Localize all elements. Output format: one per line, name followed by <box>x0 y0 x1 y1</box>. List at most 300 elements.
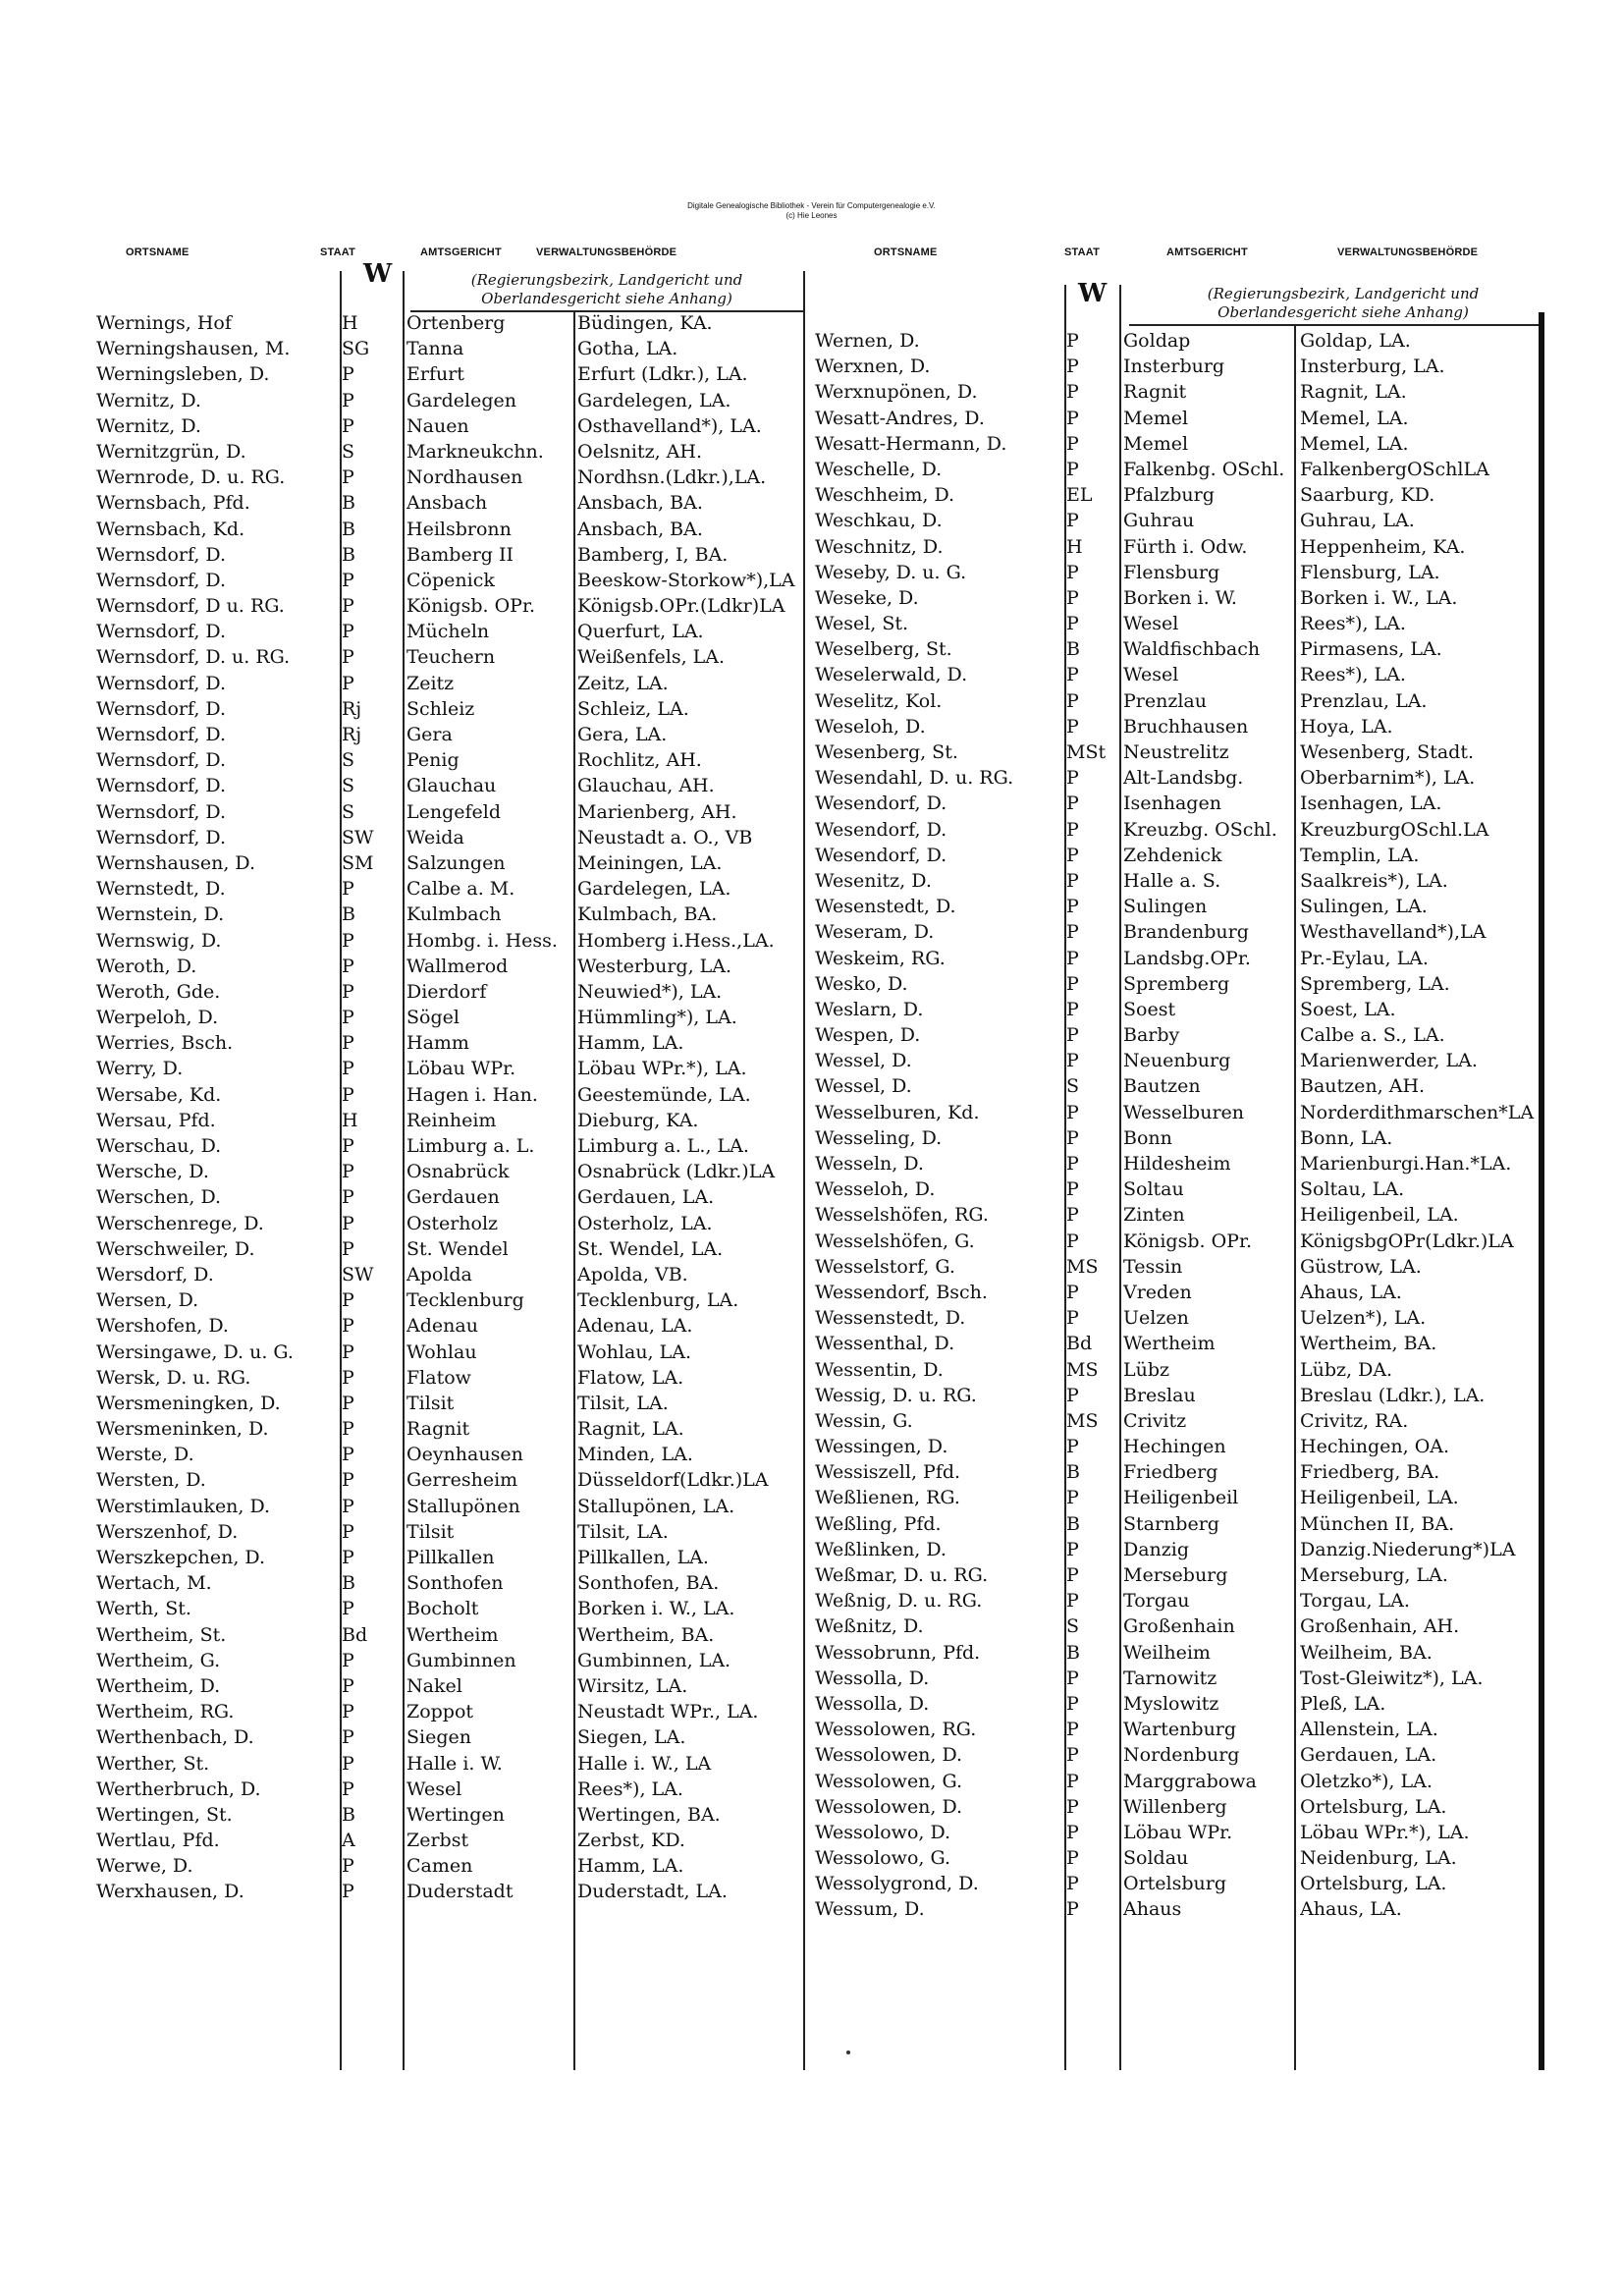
ortsname-cell: Wersen, D. <box>96 1289 199 1312</box>
table-row <box>96 1699 803 1724</box>
table-row <box>815 1305 1546 1331</box>
ortsname-cell: Wershofen, D. <box>96 1315 229 1338</box>
amtsgericht-cell: Myslowitz <box>1123 1692 1219 1715</box>
ortsname-cell: Werstimlauken, D. <box>96 1495 271 1517</box>
amtsgericht-cell: Nordenburg <box>1123 1744 1240 1767</box>
table-row <box>815 1357 1546 1383</box>
ortsname-cell: Wersabe, Kd. <box>96 1083 222 1106</box>
verwaltung-cell: KreuzburgOSchl.LA <box>1300 818 1489 841</box>
amtsgericht-cell: Prenzlau <box>1123 689 1207 712</box>
staat-cell: P <box>1066 1873 1079 1895</box>
column-header-verwaltung-left: VERWALTUNGSBEHÖRDE <box>536 246 677 258</box>
column-header-staat-left: STAAT <box>320 246 356 258</box>
amtsgericht-cell: Pillkallen <box>406 1547 495 1568</box>
verwaltung-cell: Homberg i.Hess.,LA. <box>577 929 775 952</box>
amtsgericht-cell: Danzig <box>1123 1538 1190 1560</box>
staat-cell: B <box>1066 1641 1080 1664</box>
ortsname-cell: Wernsbach, Pfd. <box>96 492 250 515</box>
verwaltung-cell: Marienwerder, LA. <box>1300 1050 1478 1072</box>
staat-cell: P <box>342 980 354 1003</box>
verwaltung-cell: Heiligenbeil, LA. <box>1300 1487 1459 1509</box>
staat-cell: P <box>1066 1307 1079 1330</box>
staat-cell: P <box>1066 998 1079 1020</box>
ortsname-cell: Wersingawe, D. u. G. <box>96 1340 294 1363</box>
verwaltung-cell: Zerbst, KD. <box>577 1830 685 1852</box>
staat-cell: P <box>342 1135 354 1157</box>
ortsname-cell: Wersdorf, D. <box>96 1263 214 1285</box>
staat-cell: P <box>342 1212 354 1234</box>
table-row <box>815 688 1546 714</box>
table-row <box>815 457 1546 482</box>
table-row <box>815 1434 1546 1459</box>
amtsgericht-cell: Tanna <box>406 338 464 360</box>
verwaltung-cell: Friedberg, BA. <box>1300 1461 1440 1484</box>
ortsname-cell: Wertheim, RG. <box>96 1701 235 1723</box>
column-header-amtsgericht-left: AMTSGERICHT <box>420 246 502 258</box>
staat-cell: P <box>342 1418 354 1441</box>
table-row <box>96 439 803 465</box>
staat-cell: P <box>342 569 354 591</box>
verwaltung-cell: Querfurt, LA. <box>577 621 704 643</box>
section-letter-right: W <box>1078 279 1108 308</box>
amtsgericht-cell: Landsbg.OPr. <box>1123 947 1251 969</box>
amtsgericht-cell: Siegen <box>406 1726 471 1749</box>
amtsgericht-cell: Memel <box>1123 407 1189 429</box>
ortsname-cell: Weschkau, D. <box>815 510 943 532</box>
table-row <box>96 1777 803 1802</box>
staat-cell: P <box>1066 586 1079 609</box>
table-row <box>96 1030 803 1056</box>
ortsname-cell: Wesko, D. <box>815 972 908 995</box>
ortsname-cell: Weskeim, RG. <box>815 947 946 969</box>
verwaltung-cell: Neustadt a. O., VB <box>577 826 753 848</box>
verwaltung-cell: Marienberg, AH. <box>577 800 737 823</box>
table-row <box>96 517 803 542</box>
verwaltung-cell: Merseburg, LA. <box>1300 1564 1448 1586</box>
amtsgericht-cell: Oeynhausen <box>406 1444 523 1466</box>
staat-cell: P <box>342 1315 354 1338</box>
table-row <box>815 354 1546 379</box>
ortsname-cell: Wesselshöfen, RG. <box>815 1204 989 1227</box>
staat-cell: SG <box>342 338 370 360</box>
table-row <box>96 1287 803 1313</box>
staat-cell: P <box>342 1007 354 1029</box>
amtsgericht-cell: Ansbach <box>406 492 488 515</box>
staat-cell: P <box>342 929 354 952</box>
table-row <box>815 1254 1546 1280</box>
amtsgericht-cell: Osterholz <box>406 1212 499 1234</box>
table-row <box>96 722 803 747</box>
verwaltung-cell: Hechingen, OA. <box>1300 1436 1450 1458</box>
ortsname-cell: Werschau, D. <box>96 1135 222 1157</box>
staat-cell: P <box>342 1777 354 1800</box>
table-row <box>815 406 1546 431</box>
amtsgericht-cell: Starnberg <box>1123 1512 1219 1535</box>
table-row <box>96 1724 803 1750</box>
table-row <box>96 568 803 593</box>
table-row <box>815 1511 1546 1537</box>
staat-cell: P <box>1066 947 1079 969</box>
staat-cell: MSt <box>1066 741 1107 763</box>
staat-cell: P <box>342 363 354 386</box>
verwaltung-cell: Ortelsburg, LA. <box>1300 1795 1447 1818</box>
table-row <box>815 843 1546 868</box>
ortsname-cell: Wesendorf, D. <box>815 844 947 866</box>
amtsgericht-cell: Cöpenick <box>406 569 495 591</box>
staat-cell: S <box>1066 1075 1080 1098</box>
amtsgericht-cell: Soltau <box>1123 1178 1184 1201</box>
table-row <box>96 1853 803 1879</box>
amtsgericht-cell: Gardelegen <box>406 389 516 411</box>
staat-cell: B <box>342 543 355 566</box>
amtsgericht-cell: Soest <box>1123 998 1176 1020</box>
ortsname-cell: Wesselshöfen, G. <box>815 1230 975 1252</box>
ortsname-cell: Weßnig, D. u. RG. <box>815 1590 983 1613</box>
verwaltung-cell: Oletzko*), LA. <box>1300 1770 1433 1792</box>
table-row <box>815 1640 1546 1666</box>
staat-cell: EL <box>1066 484 1093 507</box>
ortsname-cell: Weßlinken, D. <box>815 1538 947 1560</box>
table-row <box>96 1108 803 1133</box>
amtsgericht-cell: Tessin <box>1123 1255 1183 1278</box>
amtsgericht-cell: Halle a. S. <box>1123 869 1221 892</box>
staat-cell: P <box>342 1186 354 1209</box>
ortsname-cell: Wersten, D. <box>96 1469 206 1492</box>
verwaltung-cell: Calbe a. S., LA. <box>1300 1024 1445 1047</box>
ortsname-cell: Wessolowen, G. <box>815 1770 963 1792</box>
ortsname-cell: Weschnitz, D. <box>815 535 944 558</box>
verwaltung-cell: Ragnit, LA. <box>577 1418 684 1441</box>
table-row <box>815 1229 1546 1254</box>
staat-cell: P <box>342 646 354 669</box>
table-row <box>96 902 803 927</box>
ortsname-cell: Weseke, D. <box>815 586 919 609</box>
amtsgericht-cell: Sögel <box>406 1007 460 1029</box>
table-row <box>96 619 803 644</box>
table-row <box>815 739 1546 765</box>
ortsname-cell: Wessel, D. <box>815 1075 912 1098</box>
staat-cell: H <box>342 1109 358 1131</box>
ortsname-cell: Weselitz, Kol. <box>815 689 943 712</box>
ortsname-cell: Wessolowo, D. <box>815 1821 951 1843</box>
staat-cell: P <box>1066 1178 1079 1201</box>
ortsname-cell: Weßling, Pfd. <box>815 1512 942 1535</box>
staat-cell: P <box>1066 818 1079 841</box>
verwaltung-cell: Beeskow-Storkow*),LA <box>577 569 795 591</box>
verwaltung-cell: Pirmasens, LA. <box>1300 638 1442 661</box>
amtsgericht-cell: Ragnit <box>1123 381 1187 404</box>
table-row <box>96 1005 803 1030</box>
verwaltung-cell: Danzig.Niederung*)LA <box>1300 1538 1516 1560</box>
table-row <box>815 1073 1546 1099</box>
table-row <box>815 1485 1546 1510</box>
table-row <box>96 361 803 387</box>
staat-cell: SW <box>342 1263 374 1285</box>
table-row <box>815 431 1546 457</box>
table-row <box>815 1125 1546 1151</box>
staat-cell: P <box>342 1674 354 1697</box>
table-row <box>815 1176 1546 1202</box>
stray-dot <box>846 2050 850 2054</box>
amtsgericht-cell: Isenhagen <box>1123 793 1221 815</box>
staat-cell: P <box>342 878 354 901</box>
verwaltung-cell: Tilsit, LA. <box>577 1392 669 1414</box>
table-row <box>96 696 803 722</box>
amtsgericht-cell: Sonthofen <box>406 1572 504 1595</box>
table-row <box>96 1751 803 1777</box>
ortsname-cell: Wertheim, G. <box>96 1649 221 1671</box>
amtsgericht-cell: Merseburg <box>1123 1564 1228 1586</box>
amtsgericht-cell: Glauchau <box>406 775 497 797</box>
ortsname-cell: Wertach, M. <box>96 1572 212 1595</box>
table-row <box>815 328 1546 354</box>
ortsname-cell: Wertheim, D. <box>96 1674 221 1697</box>
staat-cell: P <box>342 1058 354 1080</box>
ortsname-cell: Wessendorf, Bsch. <box>815 1281 988 1303</box>
table-row <box>96 1519 803 1545</box>
verwaltung-cell: Gotha, LA. <box>577 338 678 360</box>
staat-cell: B <box>342 903 355 926</box>
staat-cell: P <box>1066 1024 1079 1047</box>
verwaltung-cell: Heppenheim, KA. <box>1300 535 1466 558</box>
verwaltung-cell: Pleß, LA. <box>1300 1692 1386 1715</box>
staat-cell: B <box>342 1803 355 1826</box>
verwaltung-cell: Soltau, LA. <box>1300 1178 1405 1201</box>
amtsgericht-cell: Flatow <box>406 1366 471 1389</box>
table-row <box>96 773 803 798</box>
staat-cell: B <box>342 518 355 540</box>
table-row <box>96 1467 803 1493</box>
staat-cell: H <box>1066 535 1083 558</box>
amtsgericht-cell: Crivitz <box>1123 1409 1187 1432</box>
ortsname-cell: Werschenrege, D. <box>96 1212 264 1234</box>
source-line-2: (c) Hie Leones <box>785 211 838 220</box>
verwaltung-cell: Weißenfels, LA. <box>577 646 726 669</box>
amtsgericht-cell: Dierdorf <box>406 980 487 1003</box>
staat-cell: P <box>1066 1667 1079 1689</box>
verwaltung-cell: Borken i. W., LA. <box>577 1598 735 1620</box>
amtsgericht-cell: Barby <box>1123 1024 1180 1047</box>
staat-cell: P <box>342 1726 354 1749</box>
ortsname-cell: Wessolla, D. <box>815 1692 930 1715</box>
verwaltung-cell: Tecklenburg, LA. <box>577 1289 739 1312</box>
ortsname-cell: Wernsdorf, D. <box>96 569 227 591</box>
table-row <box>96 542 803 568</box>
staat-cell: B <box>342 1572 355 1595</box>
amtsgericht-cell: Reinheim <box>406 1109 497 1131</box>
table-row <box>815 1896 1546 1922</box>
ortsname-cell: Wesseln, D. <box>815 1153 924 1175</box>
ortsname-cell: Wernsdorf, D. <box>96 800 227 823</box>
note-left <box>410 271 803 308</box>
staat-cell: Rj <box>342 724 362 745</box>
verwaltung-cell: Hoya, LA. <box>1300 715 1393 738</box>
table-row <box>96 413 803 439</box>
ortsname-cell: Werningsleben, D. <box>96 363 270 386</box>
staat-cell: P <box>342 1495 354 1517</box>
amtsgericht-cell: Bamberg II <box>406 543 514 566</box>
ortsname-cell: Weseram, D. <box>815 921 935 944</box>
ortsname-cell: Wessenthal, D. <box>815 1333 955 1355</box>
verwaltung-cell: Flatow, LA. <box>577 1366 684 1389</box>
verwaltung-cell: Rees*), LA. <box>1300 664 1406 686</box>
ortsname-cell: Werther, St. <box>96 1752 210 1775</box>
staat-cell: P <box>1066 1126 1079 1149</box>
verwaltung-cell: Apolda, VB. <box>577 1263 688 1285</box>
ortsname-cell: Wersk, D. u. RG. <box>96 1366 251 1389</box>
ortsname-cell: Wernsbach, Kd. <box>96 518 245 540</box>
ortsname-cell: Wessobrunn, Pfd. <box>815 1641 981 1664</box>
verwaltung-cell: Minden, LA. <box>577 1444 693 1466</box>
amtsgericht-cell: Fürth i. Odw. <box>1123 535 1248 558</box>
ortsname-cell: Wernsdorf, D. <box>96 775 227 797</box>
ortsname-cell: Wessiszell, Pfd. <box>815 1461 961 1484</box>
staat-cell: P <box>1066 972 1079 995</box>
verwaltung-cell: Rochlitz, AH. <box>577 749 702 772</box>
verwaltung-cell: Wertheim, BA. <box>1300 1333 1437 1355</box>
amtsgericht-cell: Marggrabowa <box>1123 1770 1257 1792</box>
table-row <box>815 508 1546 533</box>
verwaltung-cell: Weilheim, BA. <box>1300 1641 1433 1664</box>
ortsname-cell: Wesendorf, D. <box>815 818 947 841</box>
verwaltung-cell: Memel, LA. <box>1300 432 1409 455</box>
amtsgericht-cell: Löbau WPr. <box>1123 1821 1233 1843</box>
verwaltung-cell: Löbau WPr.*), LA. <box>1300 1821 1470 1843</box>
staat-cell: P <box>1066 1281 1079 1303</box>
verwaltung-cell: Uelzen*), LA. <box>1300 1307 1427 1330</box>
ortsname-cell: Wernswig, D. <box>96 929 222 952</box>
table-row <box>815 662 1546 687</box>
staat-cell: P <box>1066 432 1079 455</box>
staat-cell: P <box>342 1469 354 1492</box>
ortsname-cell: Werwe, D. <box>96 1855 193 1878</box>
verwaltung-cell: Templin, LA. <box>1300 844 1420 866</box>
staat-cell: P <box>1066 896 1079 918</box>
ortsname-cell: Wesel, St. <box>815 613 909 635</box>
verwaltung-cell: Gumbinnen, LA. <box>577 1649 731 1671</box>
staat-cell: P <box>342 1032 354 1055</box>
verwaltung-cell: Löbau WPr.*), LA. <box>577 1058 747 1080</box>
verwaltung-cell: Ragnit, LA. <box>1300 381 1407 404</box>
ortsname-cell: Wessolowo, G. <box>815 1847 951 1870</box>
staat-cell: S <box>342 440 355 463</box>
verwaltung-cell: Lübz, DA. <box>1300 1358 1393 1381</box>
table-row <box>815 1691 1546 1717</box>
verwaltung-cell: Ahaus, LA. <box>1300 1281 1402 1303</box>
staat-cell: P <box>1066 355 1079 378</box>
staat-cell: P <box>1066 1230 1079 1252</box>
ortsname-cell: Wernrode, D. u. RG. <box>96 466 286 489</box>
staat-cell: P <box>342 1237 354 1260</box>
amtsgericht-cell: Wertheim <box>1123 1333 1216 1355</box>
verwaltung-cell: Guhrau, LA. <box>1300 510 1415 532</box>
amtsgericht-cell: Brandenburg <box>1123 921 1249 944</box>
amtsgericht-cell: Schleiz <box>406 697 475 720</box>
ortsname-cell: Weslarn, D. <box>815 998 924 1020</box>
table-row <box>815 1871 1546 1896</box>
ortsname-cell: Wersmeningken, D. <box>96 1392 281 1414</box>
verwaltung-cell: Ansbach, BA. <box>577 492 703 515</box>
column-header-ortsname-left: ORTSNAME <box>126 246 189 258</box>
verwaltung-cell: Neidenburg, LA. <box>1300 1847 1457 1870</box>
table-row <box>96 310 803 336</box>
amtsgericht-cell: Wesel <box>1123 664 1179 686</box>
table-row <box>96 1339 803 1365</box>
verwaltung-cell: Marienburgi.Han.*LA. <box>1300 1153 1512 1175</box>
table-row <box>96 979 803 1005</box>
verwaltung-cell: Königsb.OPr.(Ldkr)LA <box>577 595 785 618</box>
staat-cell: P <box>342 1855 354 1878</box>
verwaltung-cell: Limburg a. L., LA. <box>577 1135 749 1157</box>
column-header-staat-right: STAAT <box>1064 246 1101 258</box>
table-row <box>96 1673 803 1699</box>
verwaltung-cell: Bamberg, I, BA. <box>577 543 729 566</box>
table-row <box>96 465 803 490</box>
table-row <box>96 593 803 619</box>
ortsname-cell: Wessolla, D. <box>815 1667 930 1689</box>
staat-cell: P <box>342 389 354 411</box>
table-row <box>96 1442 803 1467</box>
amtsgericht-cell: Willenberg <box>1123 1795 1227 1818</box>
ortsname-cell: Weseloh, D. <box>815 715 926 738</box>
amtsgericht-cell: Borken i. W. <box>1123 586 1237 609</box>
staat-cell: P <box>1066 1050 1079 1072</box>
table-row <box>815 585 1546 611</box>
staat-cell: P <box>342 414 354 437</box>
amtsgericht-cell: Torgau <box>1123 1590 1190 1613</box>
verwaltung-cell: FalkenbergOSchlLA <box>1300 458 1489 480</box>
amtsgericht-cell: Bautzen <box>1123 1075 1201 1098</box>
staat-cell: P <box>342 466 354 489</box>
verwaltung-cell: Kulmbach, BA. <box>577 903 718 926</box>
staat-cell: P <box>342 1366 354 1389</box>
staat-cell: P <box>1066 1538 1079 1560</box>
table-row <box>96 1391 803 1416</box>
table-row <box>815 534 1546 560</box>
table-row <box>815 791 1546 816</box>
verwaltung-cell: Borken i. W., LA. <box>1300 586 1458 609</box>
ortsname-cell: Weschelle, D. <box>815 458 943 480</box>
ortsname-cell: Wessolowen, D. <box>815 1744 963 1767</box>
table-row <box>96 825 803 850</box>
table-row <box>96 1648 803 1673</box>
table-row <box>815 997 1546 1022</box>
ortsname-cell: Wessig, D. u. RG. <box>815 1384 977 1406</box>
staat-cell: P <box>1066 1821 1079 1843</box>
staat-cell: P <box>1066 1795 1079 1818</box>
verwaltung-cell: Pr.-Eylau, LA. <box>1300 947 1429 969</box>
left-entries <box>96 310 803 1905</box>
amtsgericht-cell: Gumbinnen <box>406 1649 516 1671</box>
amtsgericht-cell: St. Wendel <box>406 1237 509 1260</box>
ortsname-cell: Wertingen, St. <box>96 1803 233 1826</box>
amtsgericht-cell: Wesel <box>406 1777 462 1800</box>
ortsname-cell: Weßmar, D. u. RG. <box>815 1564 989 1586</box>
verwaltung-cell: Düsseldorf(Ldkr.)LA <box>577 1469 769 1492</box>
verwaltung-cell: Westerburg, LA. <box>577 955 732 977</box>
amtsgericht-cell: Hildesheim <box>1123 1153 1231 1175</box>
amtsgericht-cell: Lengefeld <box>406 800 502 823</box>
verwaltung-cell: München II, BA. <box>1300 1512 1455 1535</box>
col-rule-left-4 <box>803 271 805 2070</box>
amtsgericht-cell: Lübz <box>1123 1358 1170 1381</box>
table-row <box>815 971 1546 997</box>
amtsgericht-cell: Erfurt <box>406 363 464 386</box>
amtsgericht-cell: Löbau WPr. <box>406 1058 516 1080</box>
note-right-line-2: Oberlandesgericht siehe Anhang) <box>1217 303 1469 321</box>
ortsname-cell: Werries, Bsch. <box>96 1032 234 1055</box>
staat-cell: P <box>1066 381 1079 404</box>
